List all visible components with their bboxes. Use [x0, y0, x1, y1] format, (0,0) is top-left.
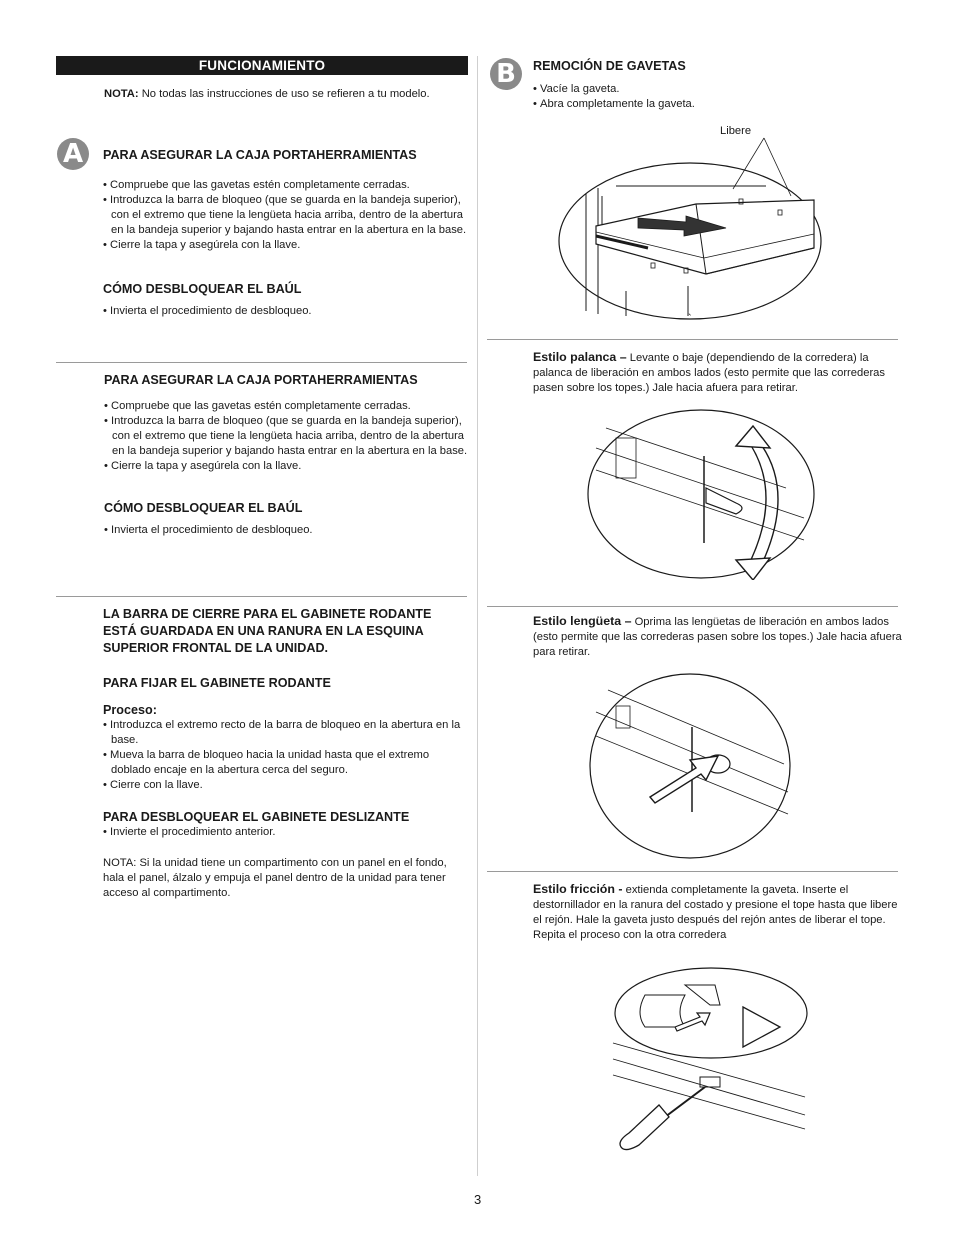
list-item: • Introduzca la barra de bloqueo (que se guarda en la bandeja superior), con el extremo que tiene la lengüeta hacia arriba, dentro de la abertura en la bandeja superior y bajando hasta entrar en la abertura en la base.	[104, 414, 469, 459]
section1-unlock-heading: CÓMO DESBLOQUEAR EL BAÚL	[103, 282, 302, 296]
section3-unlock-heading: PARA DESBLOQUEAR EL GABINETE DESLIZANTE	[103, 810, 410, 824]
tab-style-label: Estilo lengüeta –	[533, 614, 632, 628]
section3-unlock-list	[103, 825, 468, 840]
friction-style-text	[533, 882, 898, 943]
list-item: • Mueva la barra de bloqueo hacia la unidad hasta que el extremo doblado encaje en la abertura cerca del seguro.	[103, 748, 468, 778]
list-item: • Invierta el procedimiento de desbloqueo.	[104, 523, 469, 538]
page-number: 3	[474, 1192, 482, 1207]
lever-style-desc: Levante o baje (dependiendo de la corredera) la palanca de liberación en ambos lados (esto permite que las correderas pasen sobre los topes.) Jale hacia afuera para retirar.	[533, 352, 885, 395]
section2-list	[104, 399, 469, 474]
divider	[487, 606, 898, 607]
divider	[56, 596, 467, 597]
lever-style-label: Estilo palanca –	[533, 350, 627, 364]
list-item: • Introduzca el extremo recto de la barra de bloqueo en la abertura en la base.	[103, 718, 468, 748]
section3-fix-heading: PARA FIJAR EL GABINETE RODANTE	[103, 676, 331, 690]
tab-release-illustration	[588, 672, 793, 860]
section-header: FUNCIONAMIENTO	[56, 56, 468, 75]
friction-style-desc: extienda completamente la gaveta. Inserte el destornillador en la ranura del costado y presione el tope hasta que libere el rejón. Hale la gaveta justo después del rejón antes de liberar el tope. Repita el proceso con la otra corredera	[533, 884, 898, 942]
friction-release-illustration	[605, 965, 815, 1175]
lever-release-illustration	[586, 408, 816, 580]
callout-libere: Libere	[720, 125, 752, 137]
badge-a-icon: A	[57, 138, 89, 170]
section2-unlock-list	[104, 523, 469, 538]
column-divider	[477, 56, 478, 1176]
note-text: No todas las instrucciones de uso se refieren a tu modelo.	[138, 88, 430, 100]
divider	[487, 339, 898, 340]
list-item: • Introduzca la barra de bloqueo (que se guarda en la bandeja superior), con el extremo que tiene la lengüeta hacia arriba, dentro de la abertura en la bandeja superior y bajando hasta entrar en la abertura en la base.	[103, 193, 468, 238]
section2-unlock-heading: CÓMO DESBLOQUEAR EL BAÚL	[104, 501, 303, 515]
list-item: • Invierte el procedimiento anterior.	[103, 825, 468, 840]
section3-list	[103, 718, 468, 793]
list-item: • Cierre la tapa y asegúrela con la llave.	[104, 459, 469, 474]
list-item: • Compruebe que las gavetas estén completamente cerradas.	[104, 399, 469, 414]
section1-list	[103, 178, 468, 253]
section2-heading: PARA ASEGURAR LA CAJA PORTAHERRAMIENTAS	[104, 373, 418, 387]
removal-heading: REMOCIÓN DE GAVETAS	[533, 59, 686, 73]
list-item: • Vacíe la gaveta.	[533, 82, 863, 97]
lever-style-text	[533, 350, 898, 396]
tab-style-desc: Oprima las lengüetas de liberación en ambos lados (esto permite que las correderas pasen sobre los topes.) Jale hacia afuera para retirar.	[533, 616, 902, 659]
drawer-release-illustration	[556, 136, 846, 326]
list-item: • Cierre con la llave.	[103, 778, 468, 793]
removal-list	[533, 82, 863, 112]
section3-intro: LA BARRA DE CIERRE PARA EL GABINETE RODANTE ESTÁ GUARDADA EN UNA RANURA EN LA ESQUINA SUPERIOR FRONTAL DE LA UNIDAD.	[103, 607, 432, 655]
divider	[56, 362, 467, 363]
friction-style-label: Estilo fricción -	[533, 882, 623, 896]
tick-mark: `	[688, 313, 692, 325]
badge-b-icon: B	[490, 58, 522, 90]
note-label: NOTA:	[104, 88, 139, 100]
divider	[487, 871, 898, 872]
list-item: • Invierta el procedimiento de desbloqueo.	[103, 304, 468, 319]
list-item: • Abra completamente la gaveta.	[533, 97, 863, 112]
list-item: • Cierre la tapa y asegúrela con la llave.	[103, 238, 468, 253]
section1-heading: PARA ASEGURAR LA CAJA PORTAHERRAMIENTAS	[103, 148, 417, 162]
tab-style-text	[533, 614, 903, 660]
section3-note: NOTA: Si la unidad tiene un compartimento con un panel en el fondo, hala el panel, álzalo y empuja el panel dentro de la unidad para tener acceso al compartimento.	[103, 857, 447, 900]
section1-unlock-list	[103, 304, 468, 319]
process-label: Proceso:	[103, 703, 157, 717]
note	[104, 87, 434, 102]
list-item: • Compruebe que las gavetas estén completamente cerradas.	[103, 178, 468, 193]
